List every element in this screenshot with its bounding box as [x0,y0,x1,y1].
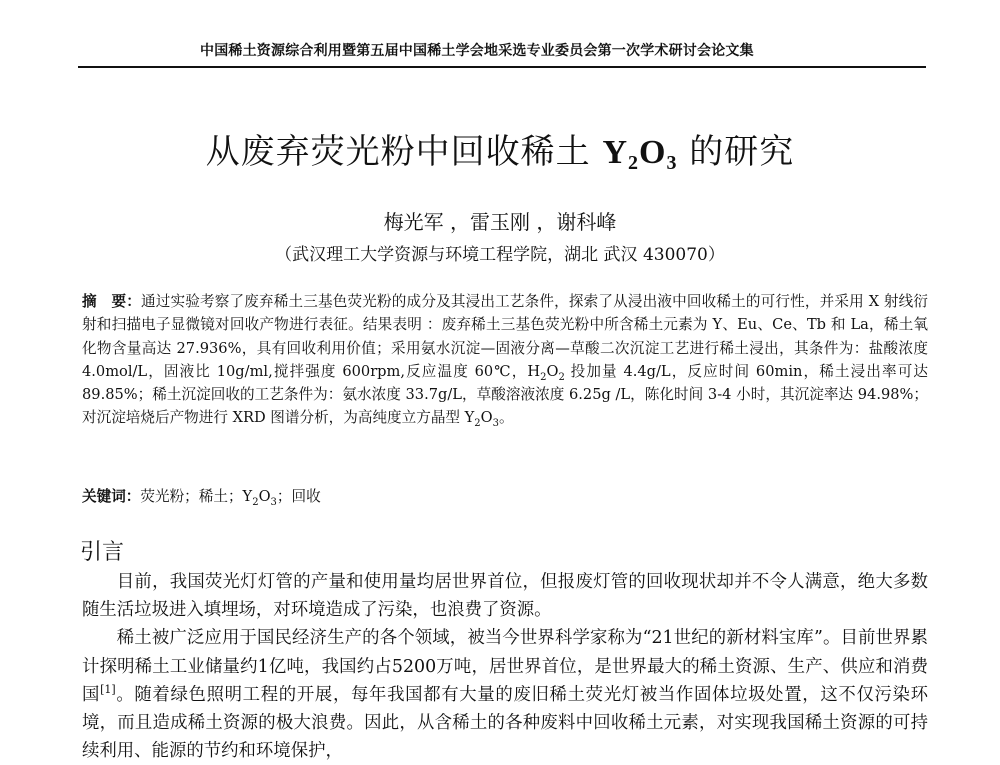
abstract: 摘 要：通过实验考察了废弃稀土三基色荧光粉的成分及其浸出工艺条件，探索了从浸出液中回收稀土的可行性，并采用 X 射线衍射和扫描电子显微镜对回收产物进行表征。结果表明 ：废弃稀土三基色荧光粉中所含稀土元素为 Y、Eu、Ce、Tb 和 La，稀土氧化物含量高达 27.936%，具有回收利用价值；采用氨水沉淀—固液分离—草酸二次沉淀工艺进行稀土浸出，其条件为：盐酸浓度 4.0mol/L，固液比 10g/ml,搅拌强度 600rpm,反应温度 60℃，$H_2O_2$ 投加量 4.4g/L，反应时间 60min，稀土浸出率可达 89.85%；稀土沉淀回收的工艺条件为：氨水浓度 33.7g/L，草酸溶液浓度 6.25g /L，陈化时间 3-4 小时，其沉淀率达 94.98%；对沉淀培烧后产物进行 XRD 图谱分析，为高纯度立方晶型 $Y_2O_3$。 [82,293,928,430]
authors: 梅光军 ，雷玉刚 ，谢科峰 [383,210,617,234]
keywords-label: 关键词： [82,488,141,505]
title-formula: $Y_2O_3$ [602,134,678,174]
affiliation: （武汉理工大学资源与环境工程学院，湖北 武汉 430070） [275,245,725,265]
abstract-text-rest: 投加量 4.4g/L，反应时间 60min，稀土浸出率可达 89.85%；稀土沉淀回收的工艺条件为：氨水浓度 33.7g/L，草酸溶液浓度 6.25g /L，陈化时间 3-4 小时，其沉淀率达 94.98%；对沉淀培烧后产物进行 XRD 图谱分析，为高纯度立方晶型 Y [82,362,928,427]
body-text [82,568,928,765]
paragraph-1: 目前，我国荧光灯灯管的产量和使用量均居世界首位，但报废灯管的回收现状却并不令人满意，绝大多数随生活垃圾进入填埋场，对环境造成了污染，也浪费了资源。 [82,572,928,621]
abstract-text: 通过实验考察了废弃稀土三基色荧光粉的成分及其浸出工艺条件，探索了从浸出液中回收稀土的可行性，并采用 X 射线衍射和扫描电子显微镜对回收产物进行表征。结果表明 ：废弃稀土三基色荧光粉中所含稀土元素为 Y、Eu、Ce、Tb 和 La，稀土氧化物含量高达 27.936%，具有回收利用价值；采用氨水沉淀—固液分离—草酸二次沉淀工艺进行稀土浸出，其条件为：盐酸浓度 4.0mol/L，固液比 10g/ml,搅拌强度 600rpm,反应温度 60℃，H [82,293,928,380]
title-suffix: 的研究 [677,132,795,172]
paragraph-2: 稀土被广泛应用于国民经济生产的各个领域，被当今世界科学家称为“21世纪的新材料宝库”。目前世界累计探明稀土工业储量约1亿吨，我国约占5200万吨，居世界首位，是世界最大的稀土资源、生产、供应和消费国[1]。随着绿色照明工程的开展，每年我国都有大量的废旧稀土荧光灯被当作固体垃圾处置，这不仅污染环境，而且造成稀土资源的极大浪费。因此，从含稀土的各种废料中回收稀土元素，对实现我国稀土资源的可持续利用、能源的节约和环境保护， [82,628,928,762]
section-heading-introduction: 引言 [80,540,125,565]
running-header: 中国稀土资源综合利用暨第五届中国稀土学会地采选专业委员会第一次学术研讨会论文集 [200,43,754,59]
abstract-label: 摘 要： [82,293,142,310]
paper-title [0,124,1000,173]
citation-ref: [1] [100,683,116,697]
header-rule [78,66,926,68]
keywords: 关键词：荧光粉；稀土；$Y_2O_3$；回收 [82,488,321,508]
title-prefix: 从废弃荧光粉中回收稀土 [205,132,603,172]
